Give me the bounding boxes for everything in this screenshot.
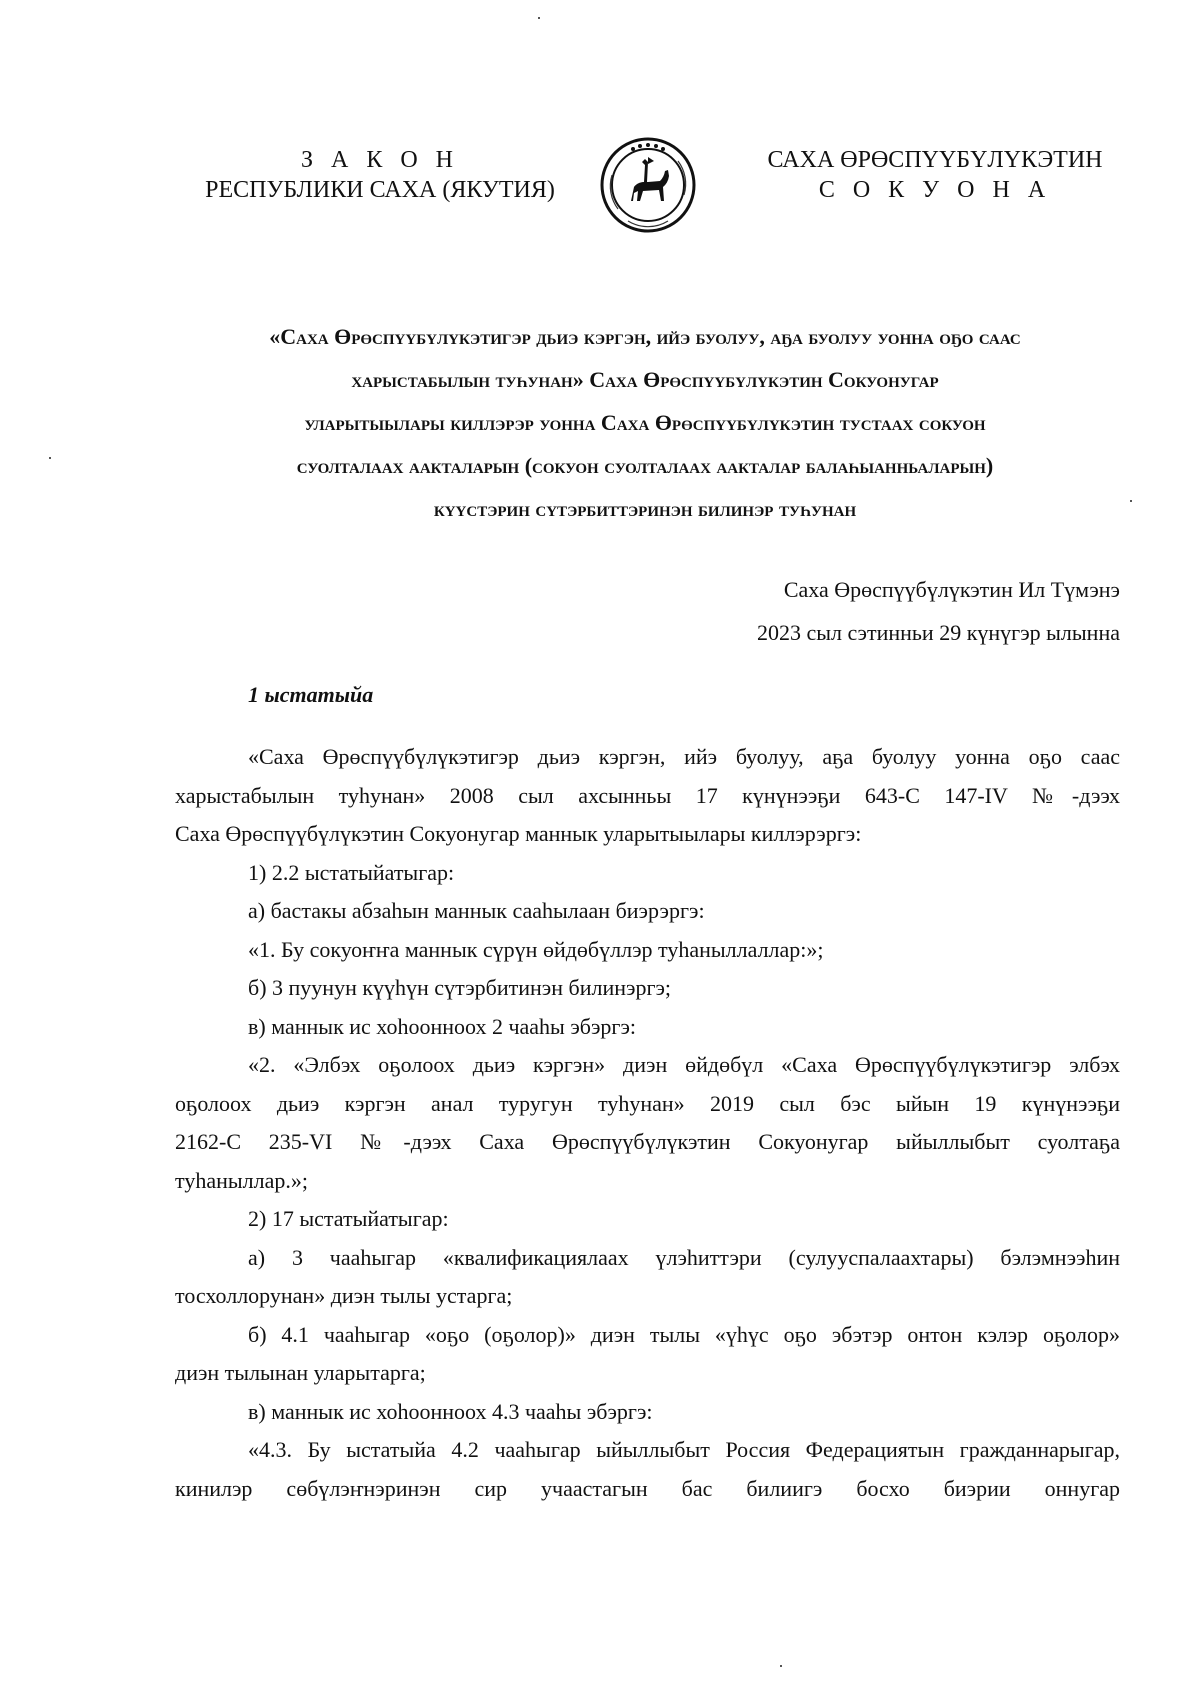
coat-of-arms-emblem-icon [598,135,698,235]
document-header [0,145,1200,255]
adoption-body: Саха Өрөспүүбүлүкэтин Ил Түмэнэ [783,577,1120,602]
quoted-text-line: кинилэр сөбүлэҥнэринэн сир учаастагын бас билиигэ босхо биэрии оннугар [175,1475,1120,1501]
header-right-yakut [745,145,1125,205]
title-line: харыстабылын туһунан» Саха Өрөспүүбүлүкэтин Сокуонугар [351,367,939,392]
title-line: суолталаах аакталарын (сокуон суолталаах аакталар балаһыанньаларын) [296,453,994,478]
quoted-text: «1. Бу сокуоҥҥа маннык сүрүн өйдөбүллэр туһаныллаллар:»; [248,936,824,962]
scan-speck [49,457,51,459]
scan-speck [780,1665,782,1667]
list-item-line: а) 3 чааһыгар «квалификациялаах үлэһиттэри (сулууспалаахтары) бэлэмнээһин [248,1244,1120,1270]
paragraph-line: харыстабылын туһунан» 2008 сыл ахсынньы 17 күнүнээҕи 643-С 147-IV №-дээх [175,782,1120,808]
article-heading: 1 ыстатыйа [248,682,374,707]
list-item-line: б) 4.1 чааһыгар «оҕо (оҕолор)» диэн тылы «үһүс оҕо эбэтэр онтон кэлэр оҕолор» [248,1321,1120,1347]
list-item-line: тосхоллорунан» диэн тылы устарга; [175,1283,513,1308]
document-title [170,315,1120,530]
header-law-label: З А К О Н [300,147,460,173]
title-line: «Саха Өрөспүүбүлүкэтигэр дьиэ кэргэн, ийэ буолуу, аҕа буолуу уонна оҕо саас [269,324,1021,349]
adoption-date: 2023 сыл сэтинньи 29 күнүгэр ылынна [756,620,1120,645]
list-item: в) маннык ис хоһоонноох 2 чааһы эбэргэ: [248,1013,636,1039]
list-item-line: диэн тылынан уларытарга; [175,1360,426,1385]
paragraph-line: Саха Өрөспүүбүлүкэтин Сокуонугар маннык уларытыылары киллэрэргэ: [175,821,862,846]
article-body [175,738,1120,1508]
quoted-text-line: туһаныллар.»; [175,1167,308,1193]
adoption-info [757,568,1120,654]
header-republic-name: РЕСПУБЛИКИ САХА (ЯКУТИЯ) [205,177,555,203]
header-law-label-yakut: С О К У О Н А [818,177,1052,203]
scan-speck [1130,500,1132,502]
list-item: 2) 17 ыстатыйатыгар: [248,1206,449,1231]
list-item: в) маннык ис хоһоонноох 4.3 чааһы эбэргэ: [248,1398,653,1424]
list-item: б) 3 пуунун күүһүн сүтэрбитинэн билинэргэ; [248,975,672,1000]
scan-speck [538,17,540,19]
list-item: 1) 2.2 ыстатыйатыгар: [248,859,455,885]
paragraph-line: «Саха Өрөспүүбүлүкэтигэр дьиэ кэргэн, ийэ буолуу, аҕа буолуу уонна оҕо саас [248,744,1120,769]
quoted-text-line: оҕолоох дьиэ кэргэн анал туругун туһунан» 2019 сыл бэс ыйын 19 күнүнээҕи [175,1090,1120,1116]
header-republic-name-yakut: САХА ӨРӨСПҮҮБҮЛҮКЭТИН [767,147,1103,173]
list-item: а) бастакы абзаһын маннык сааһылаан биэрэргэ: [248,898,705,923]
title-line: уларытыылары киллэрэр уонна Саха Өрөспүүбүлүкэтин тустаах сокуон [304,410,986,435]
title-line: күүстэрин сүтэрбиттэринэн билинэр туһунан [433,496,857,521]
quoted-text-line: «4.3. Бу ыстатыйа 4.2 чааһыгар ыйыллыбыт Россия Федерациятын гражданнарыгар, [248,1437,1120,1462]
quoted-text-line: 2162-С 235-VI №-дээх Саха Өрөспүүбүлүкэтин Сокуонугар ыйыллыбыт суолтаҕа [175,1129,1120,1154]
header-left-russian [190,145,570,205]
quoted-text-line: «2. «Элбэх оҕолоох дьиэ кэргэн» диэн өйдөбүл «Саха Өрөспүүбүлүкэтигэр элбэх [248,1052,1120,1077]
